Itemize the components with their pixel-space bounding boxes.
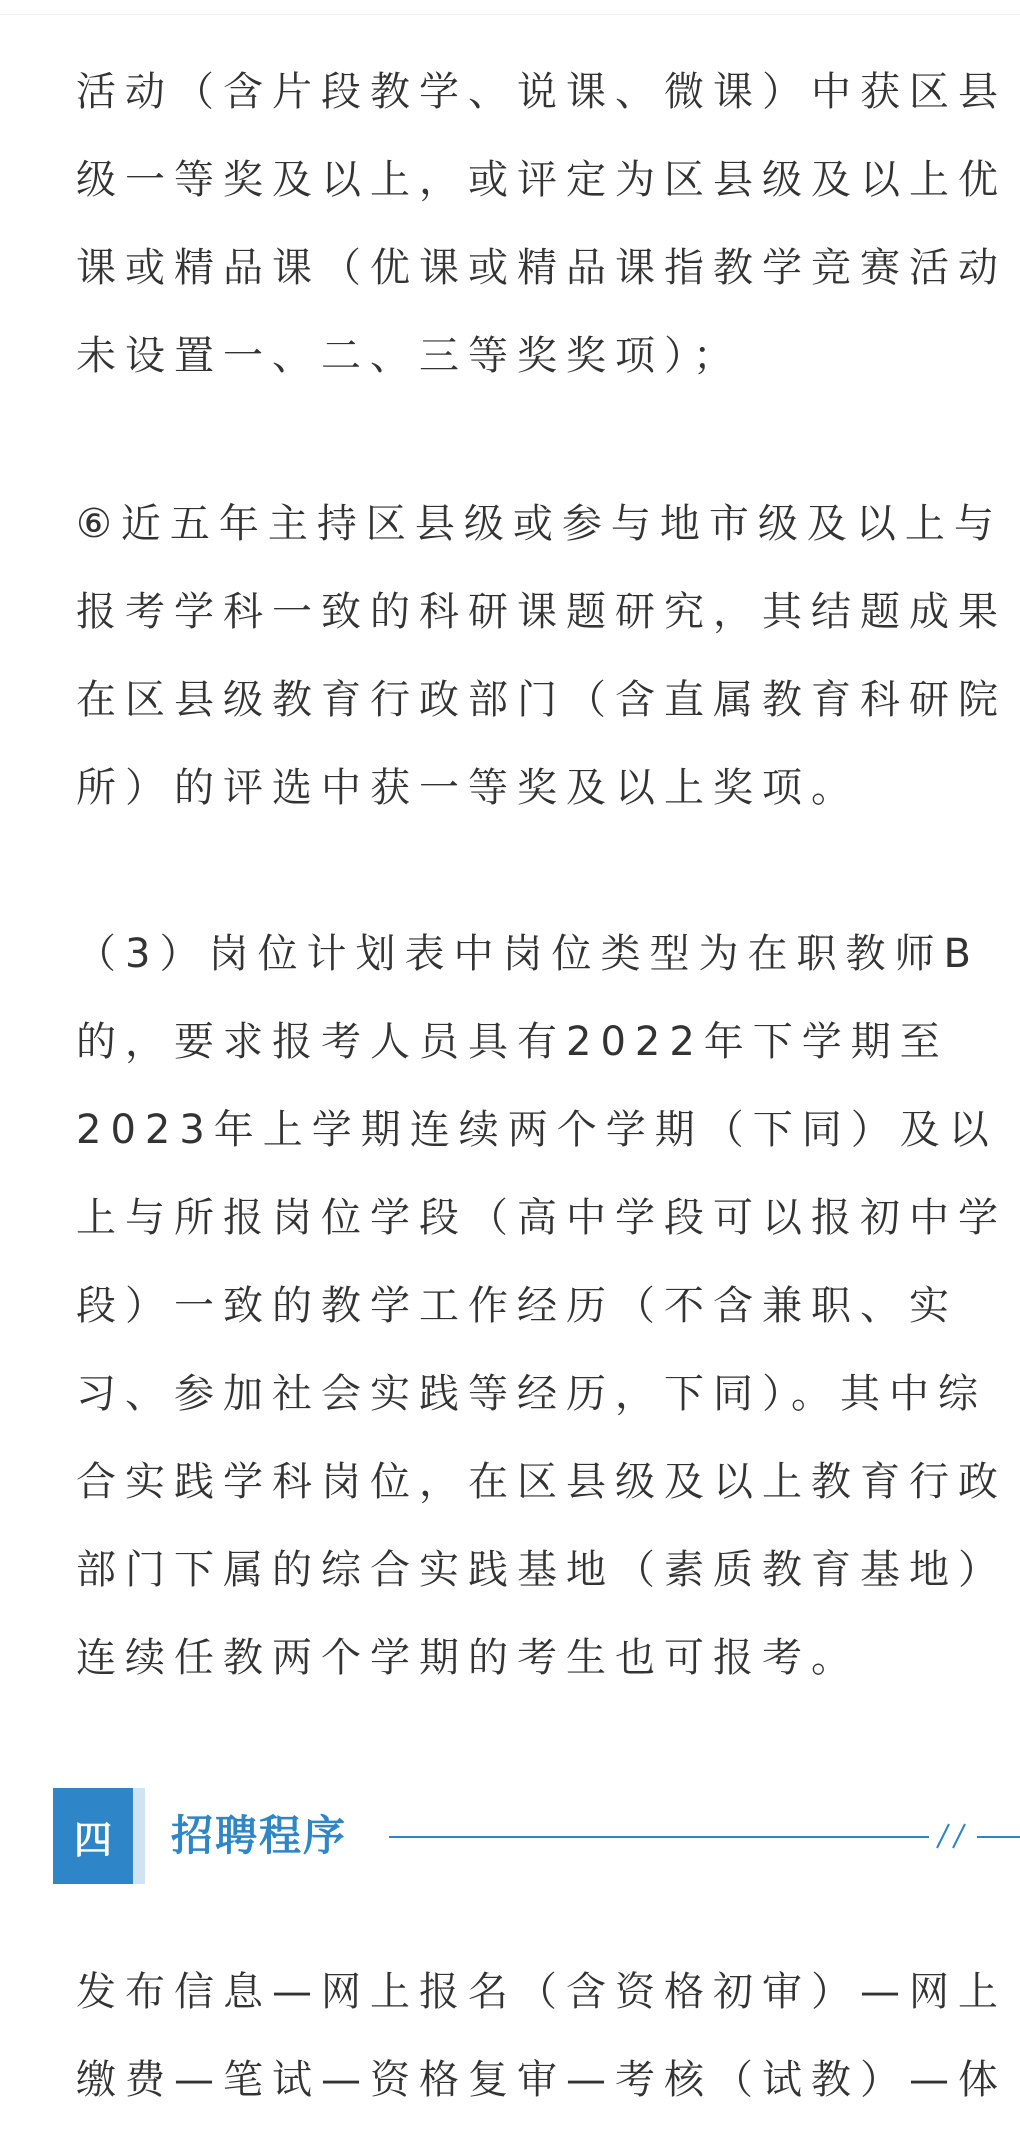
section-header-recruitment-procedure xyxy=(53,1788,1020,1884)
text-line: 习、参加社会实践等经历，下同）。其中综 xyxy=(76,1371,987,1417)
text-line: 发布信息—网上报名（含资格初审）—网上 xyxy=(76,1969,1007,2015)
top-divider xyxy=(0,14,1020,15)
text-line: 缴费—笔试—资格复审—考核（试教）—体 xyxy=(76,2057,1007,2103)
section-title: 招聘程序 xyxy=(171,1811,348,1860)
double-slash-icon xyxy=(931,1818,975,1854)
section-number-badge: 四 xyxy=(53,1788,133,1884)
text-line: 部门下属的综合实践基地（素质教育基地） xyxy=(76,1547,1007,1593)
text-line: 上与所报岗位学段（高中学段可以报初中学 xyxy=(76,1195,1007,1241)
paragraph-recruitment-steps xyxy=(76,1948,1012,2124)
text-line: 在区县级教育行政部门（含直属教育科研院 xyxy=(76,677,1007,723)
text-line: 2023年上学期连续两个学期（下同）及以 xyxy=(76,1107,998,1153)
text-line: 未设置一、二、三等奖奖项）； xyxy=(76,333,742,379)
text-line: 合实践学科岗位，在区县级及以上教育行政 xyxy=(76,1459,1007,1505)
section-title-rule xyxy=(389,1836,929,1838)
text-line: 的，要求报考人员具有2022年下学期至 xyxy=(76,1019,949,1065)
text-line: 段）一致的教学工作经历（不含兼职、实 xyxy=(76,1283,958,1329)
paragraph-teaching-competition xyxy=(76,48,1012,400)
text-line: 所）的评选中获一等奖及以上奖项。 xyxy=(76,765,860,811)
paragraph-teacher-b-requirements xyxy=(76,910,1012,1702)
text-line: （3）岗位计划表中岗位类型为在职教师B xyxy=(76,931,980,977)
text-line: ⑥近五年主持区县级或参与地市级及以上与 xyxy=(76,501,1003,547)
text-line: 连续任教两个学期的考生也可报考。 xyxy=(76,1635,860,1681)
text-line: 课或精品课（优课或精品课指教学竞赛活动 xyxy=(76,245,1007,291)
paragraph-research-project xyxy=(76,480,1012,832)
text-line: 报考学科一致的科研课题研究，其结题成果 xyxy=(76,589,1007,635)
section-title-rule-end xyxy=(977,1836,1020,1838)
text-line: 级一等奖及以上，或评定为区县级及以上优 xyxy=(76,157,1007,203)
text-line: 活动（含片段教学、说课、微课）中获区县 xyxy=(76,69,1007,115)
section-number-badge-shadow xyxy=(133,1788,145,1884)
